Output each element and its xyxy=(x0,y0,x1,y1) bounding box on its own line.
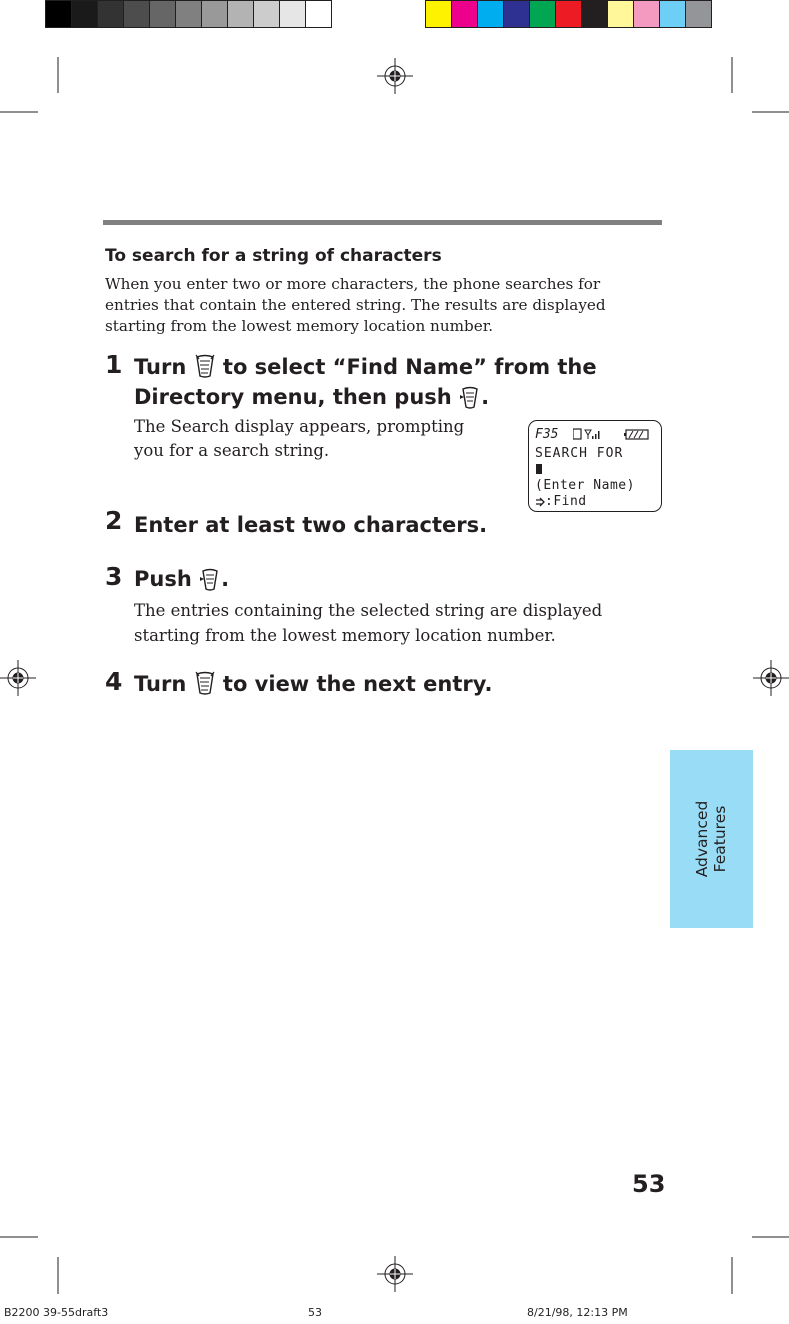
step-number-3: 3 xyxy=(105,562,123,591)
section-rule xyxy=(103,220,662,225)
phone-lcd-display xyxy=(528,420,662,512)
lcd-line-find: :Find xyxy=(545,494,587,509)
jog-dial-push-icon xyxy=(199,565,221,591)
step-1-title-part: to select “Find Name” from the xyxy=(215,355,597,379)
section-intro: When you enter two or more characters, the phone searches for entries that contain the entered string. The results are displayed starting from the lowest memory location number. xyxy=(105,275,606,335)
chapter-tab-label xyxy=(693,801,729,878)
antenna-icon xyxy=(585,430,591,439)
step-desc-3 xyxy=(134,598,602,648)
footer-file-name: B2200 39-55draft3 xyxy=(4,1306,109,1319)
step-4-title-part: Turn xyxy=(134,672,194,696)
step-1-desc-line: The Search display appears, prompting xyxy=(134,417,465,436)
section-heading: To search for a string of characters xyxy=(105,246,442,266)
signal-bar-icon xyxy=(598,431,600,439)
step-desc-1 xyxy=(134,415,464,463)
signal-bar-icon xyxy=(592,436,594,439)
jog-dial-turn-icon xyxy=(194,353,216,379)
digital-mode-icon xyxy=(573,429,581,439)
jog-arrow-icon xyxy=(535,497,545,508)
step-3-desc-line: starting from the lowest memory location number. xyxy=(134,626,556,645)
step-title-2: Enter at least two characters. xyxy=(134,513,488,537)
step-3-desc-line: The entries containing the selected string are displayed xyxy=(134,601,603,620)
step-1-title-part: Directory menu, then push xyxy=(134,385,460,409)
step-3-title-part: Push xyxy=(134,567,200,591)
step-title-4 xyxy=(134,669,492,699)
lcd-line-enter-name: (Enter Name) xyxy=(535,478,635,493)
registration-mark-icon xyxy=(753,660,789,696)
signal-bar-icon xyxy=(595,434,597,439)
step-1-desc-line: you for a search string. xyxy=(134,441,330,460)
lcd-cursor xyxy=(536,464,542,474)
step-title-1 xyxy=(134,352,597,412)
step-1-title-part: . xyxy=(481,385,490,409)
footer-page: 53 xyxy=(308,1306,322,1319)
step-number-1: 1 xyxy=(105,350,123,379)
chapter-tab-line: Advanced xyxy=(693,800,711,878)
step-number-4: 4 xyxy=(105,667,123,696)
step-4-title-part: to view the next entry. xyxy=(215,672,493,696)
registration-mark-icon xyxy=(377,58,413,94)
lcd-line-search-for: SEARCH FOR xyxy=(535,446,624,461)
step-title-3 xyxy=(134,564,229,594)
jog-dial-push-icon xyxy=(459,383,481,409)
lcd-code: F35 xyxy=(535,427,559,442)
step-number-2: 2 xyxy=(105,506,123,535)
step-3-title-part: . xyxy=(221,567,230,591)
step-1-title-part: Turn xyxy=(134,355,194,379)
lcd-status-icons xyxy=(573,428,653,442)
jog-dial-turn-icon xyxy=(194,670,216,696)
chapter-tab-line: Features xyxy=(711,805,729,873)
registration-mark-icon xyxy=(377,1256,413,1292)
footer-timestamp: 8/21/98, 12:13 PM xyxy=(527,1306,628,1319)
registration-mark-icon xyxy=(0,660,36,696)
page-number: 53 xyxy=(632,1170,666,1198)
